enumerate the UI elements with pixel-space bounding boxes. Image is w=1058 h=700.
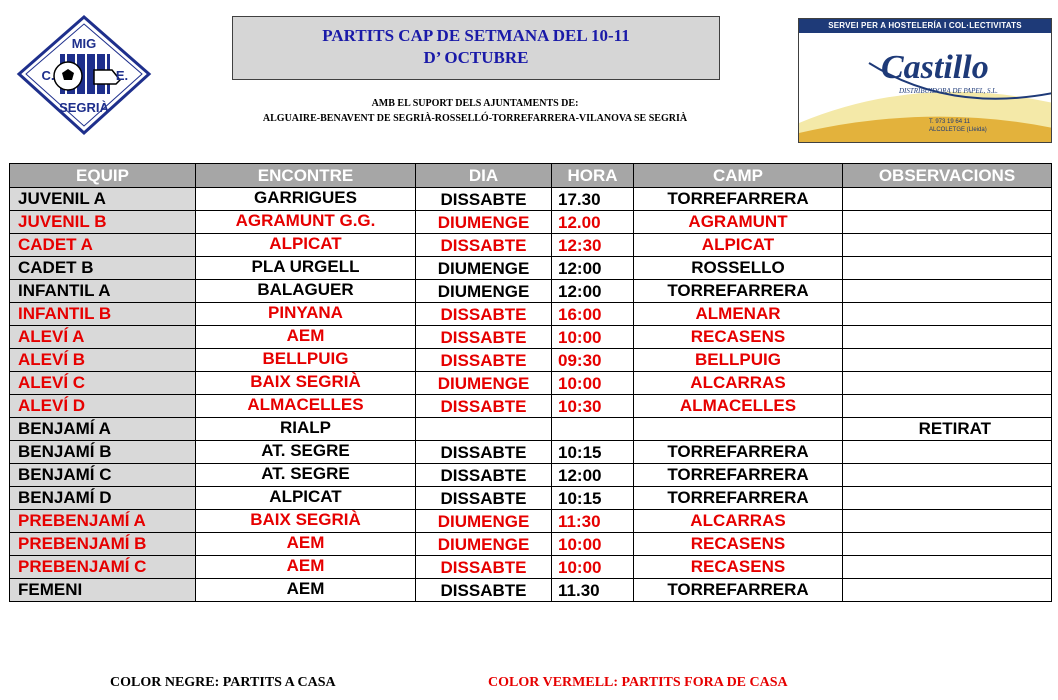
cell-dia [416, 418, 552, 441]
cell-hora: 11:30 [552, 510, 634, 533]
cell-dia: DISSABTE [416, 188, 552, 211]
sponsor-subtitle: DISTRIBUIDORA DE PAPEL, S.L. [899, 87, 998, 95]
table-row [10, 579, 1052, 602]
cell-obs [843, 395, 1052, 418]
cell-camp: RECASENS [634, 533, 843, 556]
table-row [10, 257, 1052, 280]
cell-encontre: ALMACELLES [196, 395, 416, 418]
cell-hora: 16:00 [552, 303, 634, 326]
header-camp: CAMP [634, 164, 843, 188]
support-text [150, 96, 800, 126]
title-box [232, 16, 720, 80]
cell-obs [843, 326, 1052, 349]
cell-encontre: ALPICAT [196, 234, 416, 257]
cell-obs [843, 349, 1052, 372]
cell-hora: 12:00 [552, 464, 634, 487]
cell-encontre: AT. SEGRE [196, 441, 416, 464]
cell-dia: DISSABTE [416, 326, 552, 349]
cell-encontre: BAIX SEGRIÀ [196, 372, 416, 395]
cell-dia: DISSABTE [416, 441, 552, 464]
logo-top-text: MIG [71, 36, 97, 51]
cell-equip: BENJAMÍ A [10, 418, 196, 441]
table-row [10, 303, 1052, 326]
header-encontre: ENCONTRE [196, 164, 416, 188]
table-row [10, 280, 1052, 303]
cell-hora: 10:00 [552, 326, 634, 349]
table-row [10, 418, 1052, 441]
cell-camp: ALCARRAS [634, 510, 843, 533]
cell-dia: DISSABTE [416, 395, 552, 418]
cell-encontre: PLA URGELL [196, 257, 416, 280]
cell-hora: 10:15 [552, 487, 634, 510]
cell-camp: TORREFARRERA [634, 188, 843, 211]
cell-obs [843, 464, 1052, 487]
cell-dia: DIUMENGE [416, 257, 552, 280]
table-row [10, 188, 1052, 211]
cell-equip: ALEVÍ C [10, 372, 196, 395]
sponsor-phone: T. 973 19 64 11 [929, 119, 970, 125]
cell-encontre: BALAGUER [196, 280, 416, 303]
table-row [10, 441, 1052, 464]
cell-camp: ALMACELLES [634, 395, 843, 418]
cell-obs [843, 372, 1052, 395]
sponsor-town: ALCOLETGE (Lleida) [929, 127, 987, 133]
cell-encontre: GARRIGUES [196, 188, 416, 211]
cell-hora: 12.00 [552, 211, 634, 234]
cell-obs [843, 487, 1052, 510]
cell-hora: 10:00 [552, 533, 634, 556]
cell-equip: PREBENJAMÍ B [10, 533, 196, 556]
cell-encontre: PINYANA [196, 303, 416, 326]
cell-hora: 09:30 [552, 349, 634, 372]
cell-encontre: AEM [196, 326, 416, 349]
cell-hora: 10:00 [552, 556, 634, 579]
cell-camp: TORREFARRERA [634, 280, 843, 303]
cell-hora: 11.30 [552, 579, 634, 602]
cell-equip: INFANTIL A [10, 280, 196, 303]
cell-camp: AGRAMUNT [634, 211, 843, 234]
cell-equip: BENJAMÍ B [10, 441, 196, 464]
sponsor-logo [798, 18, 1052, 143]
cell-equip: CADET B [10, 257, 196, 280]
cell-camp: ALMENAR [634, 303, 843, 326]
cell-equip: JUVENIL A [10, 188, 196, 211]
cell-dia: DISSABTE [416, 579, 552, 602]
cell-dia: DISSABTE [416, 487, 552, 510]
cell-encontre: AEM [196, 533, 416, 556]
table-header-row [10, 164, 1052, 188]
cell-dia: DIUMENGE [416, 280, 552, 303]
cell-dia: DISSABTE [416, 556, 552, 579]
cell-obs [843, 280, 1052, 303]
cell-obs: RETIRAT [843, 418, 1052, 441]
cell-dia: DIUMENGE [416, 372, 552, 395]
cell-camp: BELLPUIG [634, 349, 843, 372]
table-row [10, 556, 1052, 579]
cell-equip: BENJAMÍ C [10, 464, 196, 487]
table-row [10, 533, 1052, 556]
table-row [10, 464, 1052, 487]
cell-hora: 10:15 [552, 441, 634, 464]
cell-camp: TORREFARRERA [634, 487, 843, 510]
cell-obs [843, 211, 1052, 234]
cell-dia: DIUMENGE [416, 211, 552, 234]
cell-encontre: RIALP [196, 418, 416, 441]
legend-home: COLOR NEGRE: PARTITS A CASA [110, 675, 336, 690]
table-row [10, 395, 1052, 418]
header-hora: HORA [552, 164, 634, 188]
support-line-2: ALGUAIRE-BENAVENT DE SEGRIÀ-ROSSELLÓ-TORREFARRERA-VILANOVA SE SEGRIÀ [262, 113, 688, 124]
logo-left-text: C. [41, 68, 55, 83]
cell-equip: ALEVÍ A [10, 326, 196, 349]
cell-obs [843, 556, 1052, 579]
cell-hora: 12:00 [552, 280, 634, 303]
legend-away: COLOR VERMELL: PARTITS FORA DE CASA [488, 675, 788, 690]
cell-encontre: AEM [196, 579, 416, 602]
cell-hora: 17.30 [552, 188, 634, 211]
cell-camp: TORREFARRERA [634, 579, 843, 602]
header-dia: DIA [416, 164, 552, 188]
cell-hora: 10:30 [552, 395, 634, 418]
cell-encontre: AGRAMUNT G.G. [196, 211, 416, 234]
cell-encontre: BAIX SEGRIÀ [196, 510, 416, 533]
cell-equip: JUVENIL B [10, 211, 196, 234]
table-row [10, 372, 1052, 395]
cell-dia: DIUMENGE [416, 510, 552, 533]
cell-equip: BENJAMÍ D [10, 487, 196, 510]
cell-equip: ALEVÍ D [10, 395, 196, 418]
club-logo [16, 14, 152, 136]
cell-hora: 10:00 [552, 372, 634, 395]
title-line-1: PARTITS CAP DE SETMANA DEL 10-11 [322, 26, 630, 45]
table-row [10, 510, 1052, 533]
table-row [10, 234, 1052, 257]
cell-dia: DIUMENGE [416, 533, 552, 556]
cell-camp: ROSSELLO [634, 257, 843, 280]
cell-encontre: AT. SEGRE [196, 464, 416, 487]
cell-camp: RECASENS [634, 326, 843, 349]
support-line-1: AMB EL SUPORT DELS AJUNTAMENTS DE: [371, 98, 579, 109]
cell-obs [843, 234, 1052, 257]
table-row [10, 326, 1052, 349]
cell-obs [843, 441, 1052, 464]
cell-dia: DISSABTE [416, 234, 552, 257]
table-row [10, 211, 1052, 234]
sponsor-banner: SERVEI PER A HOSTELERÍA I COL·LECTIVITATS [799, 19, 1051, 33]
cell-dia: DISSABTE [416, 464, 552, 487]
header-equip: EQUIP [10, 164, 196, 188]
title-line-2: D’ OCTUBRE [423, 48, 529, 67]
cell-camp: TORREFARRERA [634, 441, 843, 464]
cell-equip: FEMENI [10, 579, 196, 602]
cell-dia: DISSABTE [416, 303, 552, 326]
cell-dia: DISSABTE [416, 349, 552, 372]
cell-obs [843, 579, 1052, 602]
logo-right-text: E. [115, 68, 129, 83]
cell-hora: 12:00 [552, 257, 634, 280]
cell-equip: PREBENJAMÍ C [10, 556, 196, 579]
cell-hora: 12:30 [552, 234, 634, 257]
cell-encontre: ALPICAT [196, 487, 416, 510]
cell-equip: CADET A [10, 234, 196, 257]
cell-camp: TORREFARRERA [634, 464, 843, 487]
sponsor-brand: Castillo [881, 49, 989, 86]
cell-camp: RECASENS [634, 556, 843, 579]
cell-obs [843, 257, 1052, 280]
cell-equip: INFANTIL B [10, 303, 196, 326]
cell-camp: ALPICAT [634, 234, 843, 257]
cell-hora [552, 418, 634, 441]
cell-obs [843, 303, 1052, 326]
cell-obs [843, 533, 1052, 556]
cell-equip: ALEVÍ B [10, 349, 196, 372]
cell-camp: ALCARRAS [634, 372, 843, 395]
logo-bottom-text: SEGRIÀ [59, 100, 109, 115]
cell-equip: PREBENJAMÍ A [10, 510, 196, 533]
cell-encontre: AEM [196, 556, 416, 579]
cell-obs [843, 188, 1052, 211]
cell-camp [634, 418, 843, 441]
table-row [10, 349, 1052, 372]
cell-encontre: BELLPUIG [196, 349, 416, 372]
cell-obs [843, 510, 1052, 533]
table-row [10, 487, 1052, 510]
header-observacions: OBSERVACIONS [843, 164, 1052, 188]
match-schedule-table [9, 163, 1052, 602]
